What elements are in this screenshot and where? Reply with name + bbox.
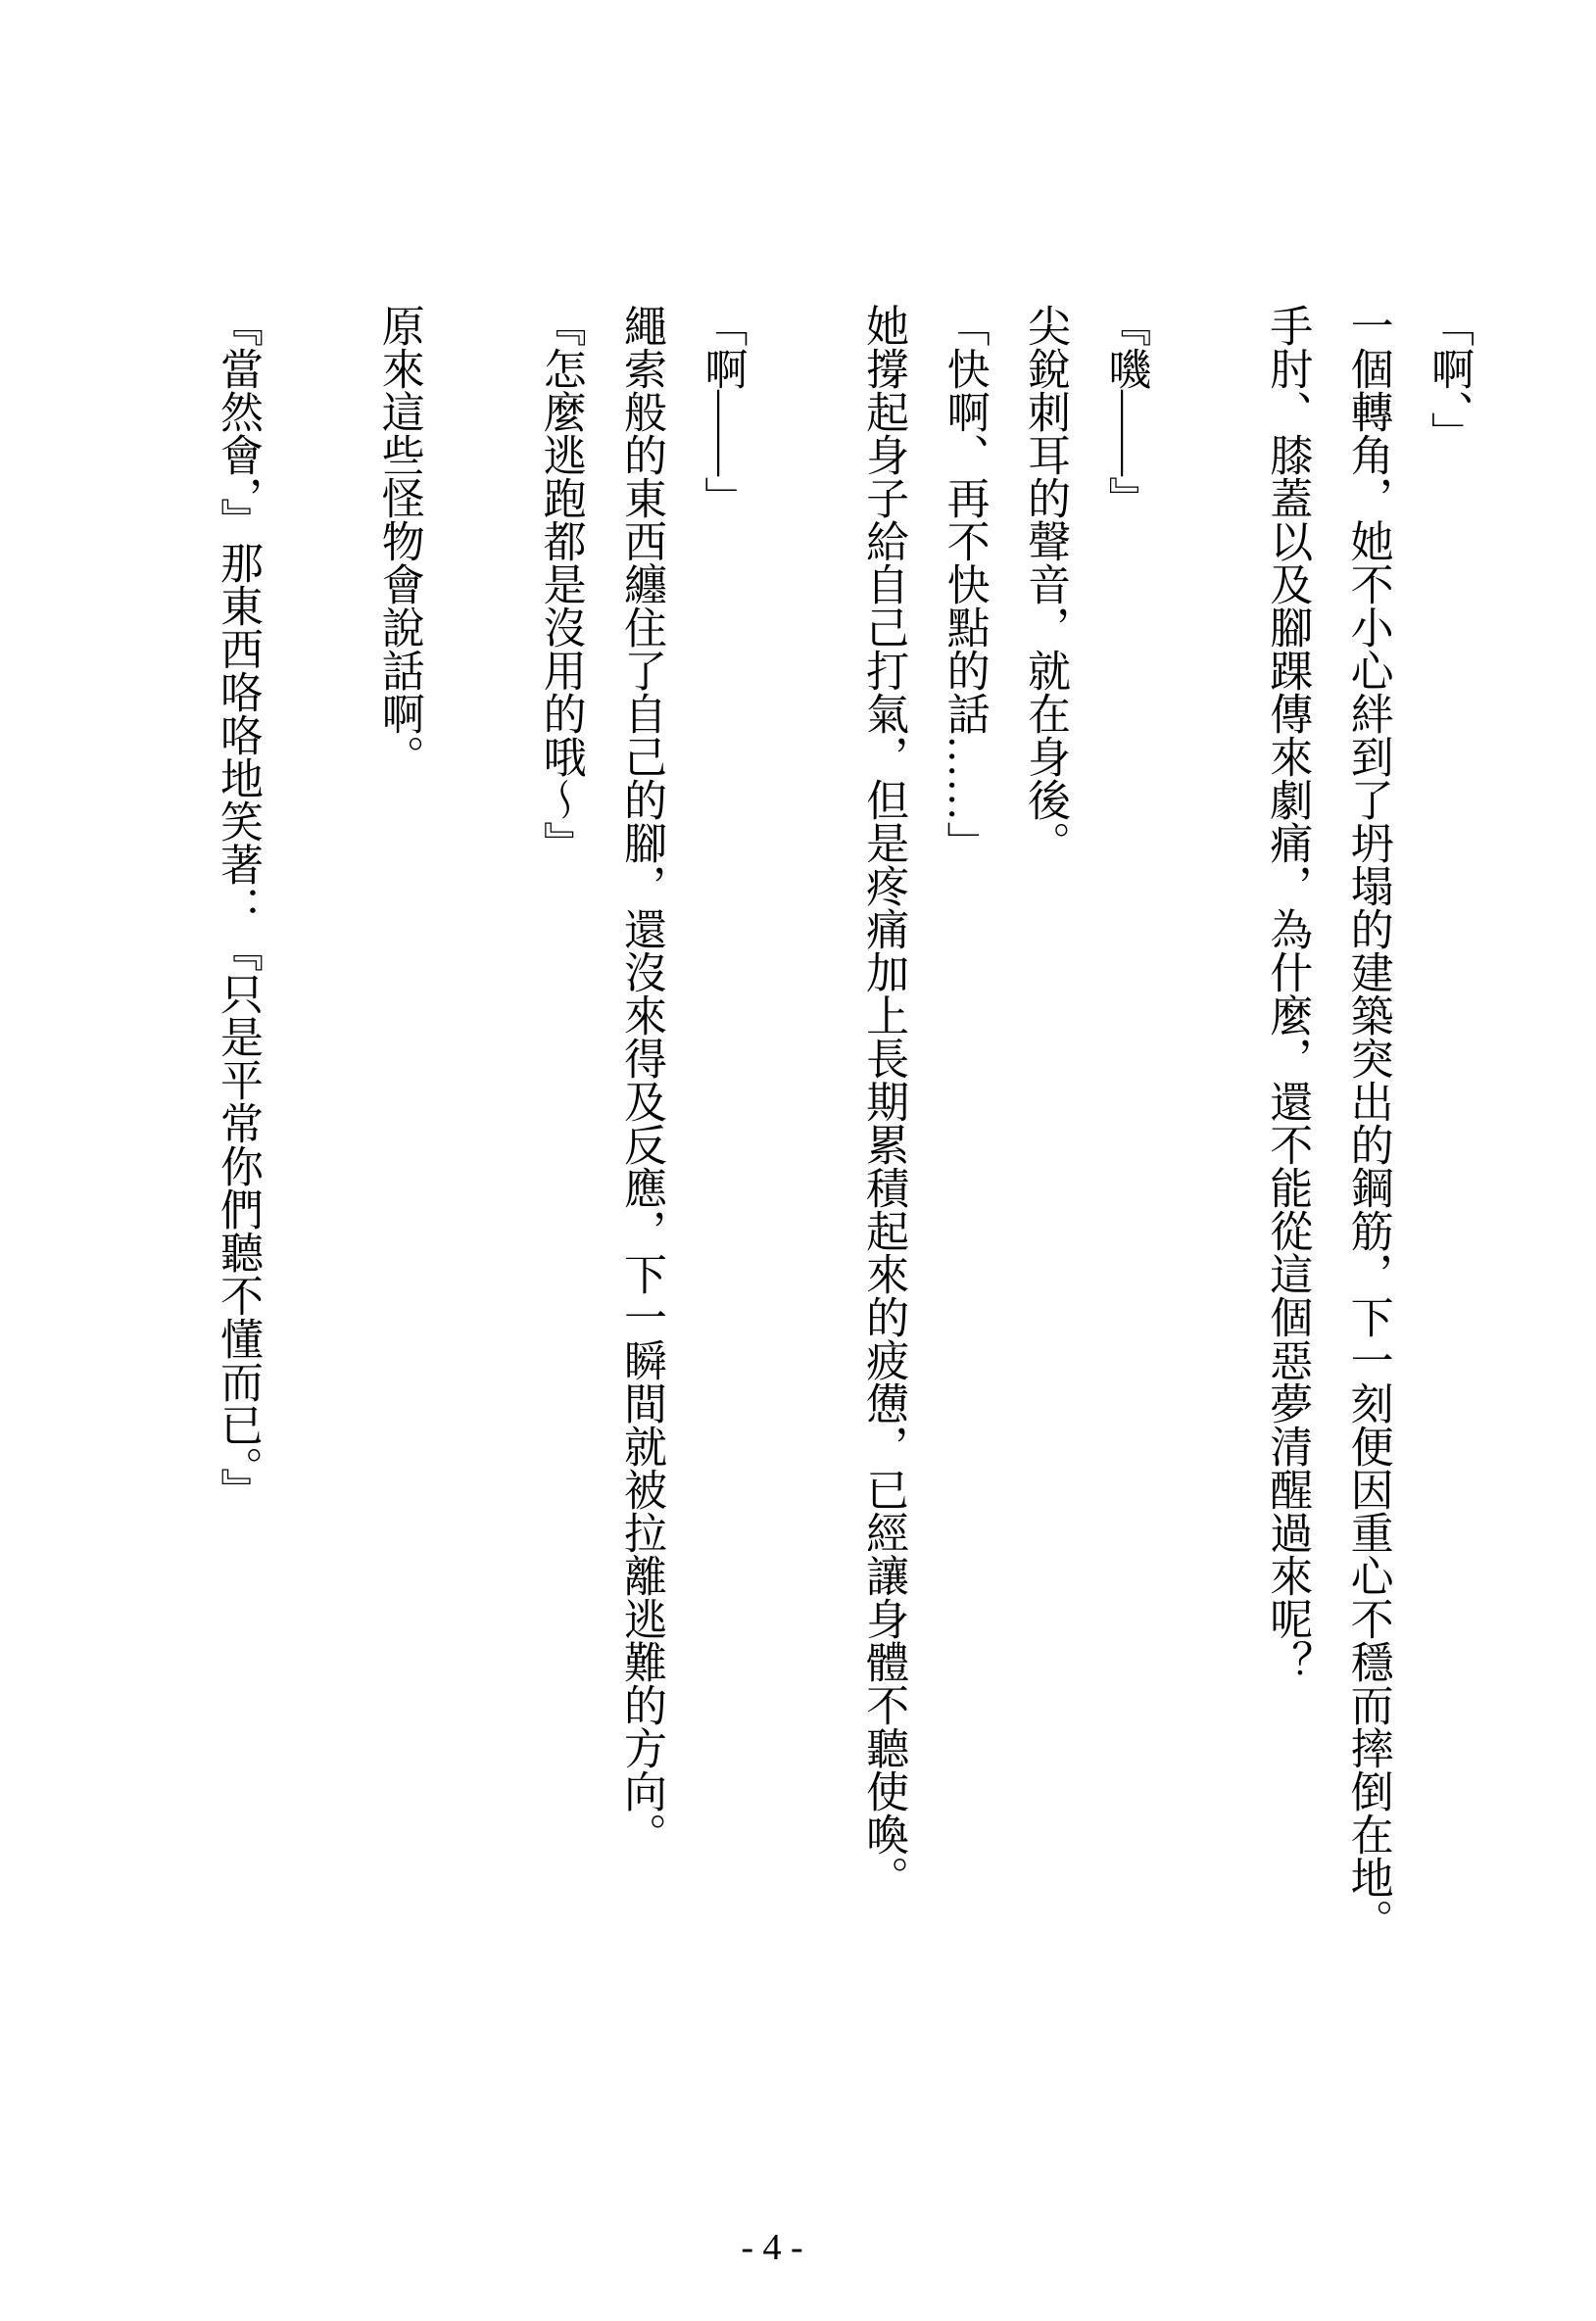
paragraph: 一個轉角，她不小心絆到了坍塌的建築突出的鋼筋，下一刻便因重心不穩而摔倒在地。 <box>1343 304 1392 1942</box>
paragraph-group <box>1246 304 1488 1959</box>
paragraph: 「啊、」 <box>1425 304 1473 455</box>
paragraph: 『怎麼逃跑都是沒用的哦～』 <box>536 304 585 864</box>
page-text <box>197 304 1488 1959</box>
paragraph: 原來這些怪物會說話啊。 <box>374 304 423 778</box>
paragraph: 繩索般的東西纏住了自己的腳，還沒來得及反應，下一瞬間就被拉離逃難的方向。 <box>616 304 665 1856</box>
paragraph: 『嘰——』 <box>1101 304 1150 519</box>
paragraph: 『當然會，』那東西咯咯地笑著：『只是平常你們聽不懂而已。』 <box>213 304 262 1511</box>
paragraph: 「啊——」 <box>698 304 747 519</box>
paragraph-group <box>519 304 761 1959</box>
page-number: - 4 - <box>741 2227 803 2268</box>
paragraph: 「快啊、再不快點的話……」 <box>940 304 989 864</box>
paragraph-group <box>358 304 438 1959</box>
paragraph: 手肘、膝蓋以及腳踝傳來劇痛，為什麼，還不能從這個惡夢清醒過來呢？ <box>1263 304 1312 1683</box>
paragraph-group <box>197 304 277 1959</box>
paragraph: 她撐起身子給自己打氣，但是疼痛加上長期累積起來的疲憊，已經讓身體不聽使喚。 <box>859 304 908 1899</box>
paragraph: 尖銳刺耳的聲音，就在身後。 <box>1020 304 1069 864</box>
paragraph-group <box>843 304 1166 1959</box>
